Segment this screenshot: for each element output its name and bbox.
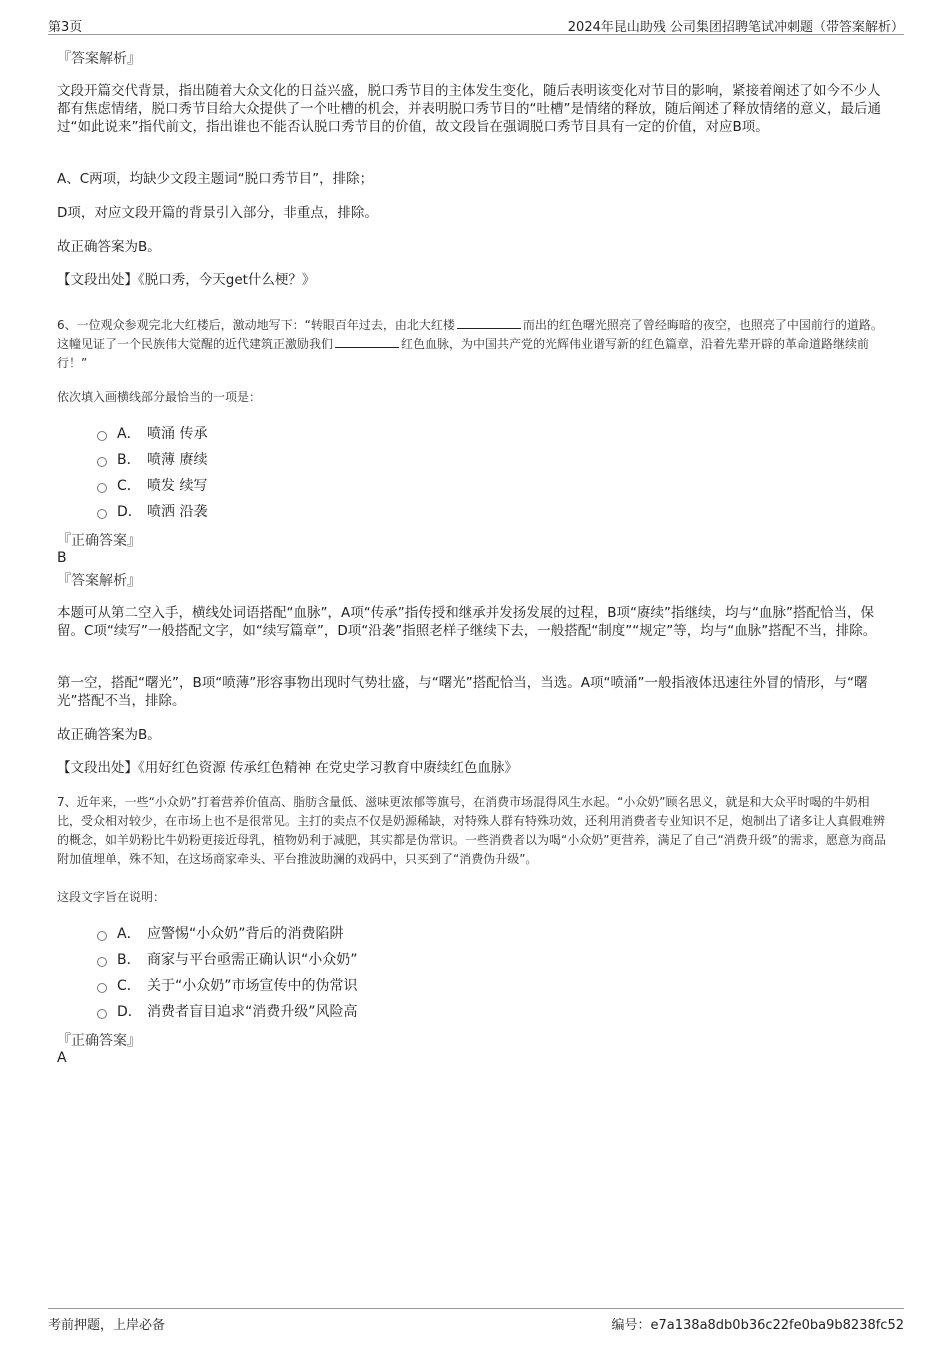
radio-icon[interactable] [97, 431, 107, 441]
radio-icon[interactable] [97, 509, 107, 519]
page-header [48, 14, 904, 35]
q5-analysis-label: 『答案解析』 [57, 51, 141, 67]
radio-icon[interactable] [97, 1009, 107, 1019]
document-title: 2024年昆山助残 公司集团招聘笔试冲刺题（带答案解析） [567, 20, 904, 35]
q5-source: 【文段出处】《脱口秀，今天get什么梗？》 [57, 272, 316, 288]
q7-option-a[interactable]: A． 应警惕“小众奶”背后的消费陷阱 [57, 920, 358, 946]
q6-prompt: 依次填入画横线部分最恰当的一项是： [57, 390, 262, 404]
q6-blank-1 [457, 316, 521, 329]
q7-option-b[interactable]: B． 商家与平台亟需正确认识“小众奶” [57, 946, 358, 972]
q6-option-c[interactable]: C． 喷发 续写 [57, 472, 207, 498]
q6-analysis-paragraph-3: 故正确答案为B。 [57, 727, 161, 743]
q6-stem-part-1: 6、一位观众参观完北大红楼后，激动地写下：“转眼百年过去，由北大红楼 [57, 318, 455, 332]
q6-option-b[interactable]: B． 喷薄 赓续 [57, 446, 207, 472]
q6-option-a[interactable]: A． 喷涌 传承 [57, 420, 207, 446]
q5-analysis-paragraph-4: 故正确答案为B。 [57, 239, 161, 255]
page-footer [48, 1308, 904, 1333]
q6-source: 【文段出处】《用好红色资源 传承红色精神 在党史学习教育中赓续红色血脉》 [57, 760, 518, 776]
q6-answer: B [57, 550, 67, 566]
q6-analysis-paragraph-2: 第一空，搭配“曙光”，B项“喷薄”形容事物出现时气势壮盛，与“曙光”搭配恰当，当选。A项“喷涌”一般指液体迅速往外冒的情形，与“曙光”搭配不当，排除。 [57, 675, 868, 709]
q5-analysis-paragraph-2: A、C两项，均缺少文段主题词“脱口秀节目”，排除； [57, 171, 374, 187]
q6-blank-2 [335, 335, 399, 348]
q7-answer-label: 『正确答案』 [57, 1033, 141, 1049]
q5-analysis-paragraph-1: 文段开篇交代背景，指出随着大众文化的日益兴盛，脱口秀节目的主体发生变化，随后表明该变化对节目的影响，紧接着阐述了如今不少人都有焦虑情绪，脱口秀节目给大众提供了一个吐槽的机会，并表明脱口秀节目的“吐槽”是情绪的释放，随后阐述了释放情绪的意义，最后通过“如此说来”指代前文，指出谁也不能否认脱口秀节目的价值，故文段旨在强调脱口秀节目具有一定的价值，对应B项。 [57, 83, 881, 135]
radio-icon[interactable] [97, 957, 107, 967]
radio-icon[interactable] [97, 931, 107, 941]
q7-options [57, 920, 358, 1024]
q6-option-d[interactable]: D． 喷洒 沿袭 [57, 498, 207, 524]
q7-option-d[interactable]: D． 消费者盲目追求“消费升级”风险高 [57, 998, 358, 1024]
footer-slogan: 考前押题，上岸必备 [48, 1318, 166, 1333]
q7-stem: 7、近年来，一些“小众奶”打着营养价值高、脂肪含量低、滋味更浓郁等旗号，在消费市场混得风生水起。“小众奶”顾名思义，就是和大众平时喝的牛奶相比，受众相对较少，在市场上也不是很常见。主打的卖点不仅是奶源稀缺，对特殊人群有特殊功效，还利用消费者专业知识不足，炮制出了诸多让人真假难辨的概念，如羊奶粉比牛奶粉更接近母乳，植物奶利于减肥，其实都是伪常识。一些消费者以为喝“小众奶”更营养，满足了自己“消费升级”的需求，愿意为商品附加值埋单，殊不知，在这场商家牵头、平台推波助澜的戏码中，只买到了“消费伪升级”。 [57, 795, 886, 866]
radio-icon[interactable] [97, 983, 107, 993]
page-number: 第3页 [48, 20, 83, 35]
q7-option-c[interactable]: C． 关于“小众奶”市场宣传中的伪常识 [57, 972, 358, 998]
radio-icon[interactable] [97, 457, 107, 467]
q7-prompt: 这段文字旨在说明： [57, 890, 166, 904]
q6-analysis-label: 『答案解析』 [57, 573, 141, 589]
q6-answer-label: 『正确答案』 [57, 533, 141, 549]
q6-stem [57, 316, 889, 373]
q6-stem-part-3: 红色血脉，为中国共产党的光辉伟业谱写新的红色篇章，沿着先辈开辟的革命道路继续前行！” [57, 337, 870, 370]
footer-document-id: 编号：e7a138a8db0b36c22fe0ba9b8238fc52 [611, 1318, 904, 1333]
q6-options [57, 420, 207, 524]
radio-icon[interactable] [97, 483, 107, 493]
q5-analysis-paragraph-3: D项，对应文段开篇的背景引入部分，非重点，排除。 [57, 205, 378, 221]
q6-stem-part-2: 而出的红色曙光照亮了曾经晦暗的夜空，也照亮了中国前行的道路。这幢见证了一个民族伟大觉醒的近代建筑正激励我们 [57, 318, 883, 351]
q7-answer: A [57, 1050, 67, 1066]
q6-analysis-paragraph-1: 本题可从第二空入手，横线处词语搭配“血脉”，A项“传承”指传授和继承并发扬发展的过程，B项“赓续”指继续，均与“血脉”搭配恰当，保留。C项“续写”一般搭配文字，如“续写篇章”，D项“沿袭”指照老样子继续下去，一般搭配“制度”“规定”等，均与“血脉”搭配不当，排除。 [57, 605, 877, 639]
